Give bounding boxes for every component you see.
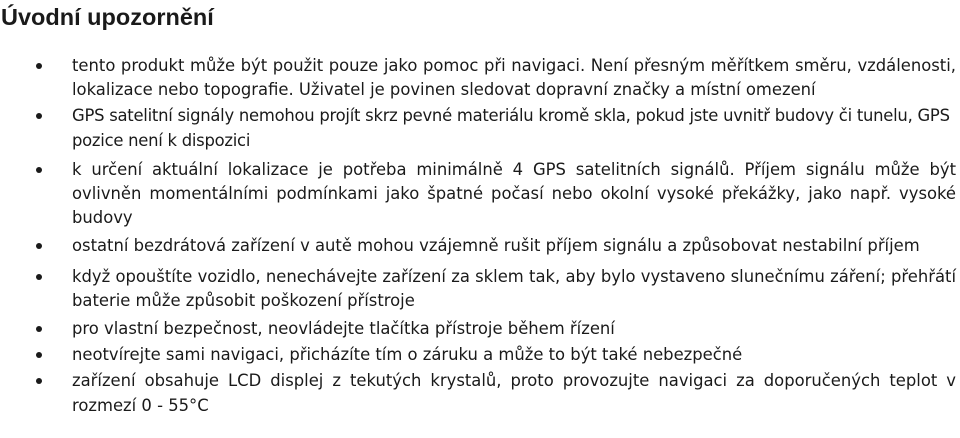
notice-list — [0, 54, 960, 418]
bullet-icon — [36, 274, 42, 280]
bullet-icon — [36, 326, 42, 332]
list-item — [0, 104, 960, 152]
list-item — [0, 54, 960, 102]
bullet-icon — [36, 63, 42, 69]
notice-text: zařízení obsahuje LCD displej z tekutých krystalů, proto provozujte navigaci za doporučených teplot v rozmezí 0 - 55°C — [72, 371, 956, 415]
bullet-icon — [36, 243, 42, 249]
notice-text: neotvírejte sami navigaci, přicházíte tím o záruku a může to být také nebezpečné — [72, 345, 743, 365]
page-title: Úvodní upozornění — [1, 4, 214, 30]
bullet-icon — [36, 113, 42, 119]
list-item — [0, 158, 960, 231]
list-item — [0, 265, 960, 313]
notice-text: pro vlastní bezpečnost, neovládejte tlačítka přístroje během řízení — [72, 319, 615, 339]
list-item — [0, 343, 960, 367]
notice-text: ostatní bezdrátová zařízení v autě mohou vzájemně rušit příjem signálu a způsobovat nestabilní příjem — [72, 236, 920, 256]
bullet-icon — [36, 352, 42, 358]
bullet-icon — [36, 167, 42, 173]
list-item — [0, 317, 960, 341]
notice-text: když opouštíte vozidlo, nenechávejte zařízení za sklem tak, aby bylo vystaveno slunečnímu záření; přehřátí baterie může způsobit poškození přístroje — [72, 266, 956, 310]
notice-text: tento produkt může být použit pouze jako pomoc při navigaci. Není přesným měřítkem směru, vzdálenosti, lokalizace nebo topografie. Uživatel je povinen sledovat dopravní značky a místní omezení — [72, 56, 956, 100]
notice-text: k určení aktuální lokalizace je potřeba minimálně 4 GPS satelitních signálů. Příjem signálu může být ovlivněn momentálními podmínkami jako špatné počasí nebo okolní vysoké překážky, jako např. vysoké budovy — [72, 159, 956, 228]
list-item — [0, 369, 960, 417]
list-item — [0, 234, 960, 258]
bullet-icon — [36, 378, 42, 384]
notice-text: GPS satelitní signály nemohou projít skrz pevné materiálu kromě skla, pokud jste uvnitř budovy či tunelu, GPS pozice není k dispozici — [72, 106, 950, 150]
